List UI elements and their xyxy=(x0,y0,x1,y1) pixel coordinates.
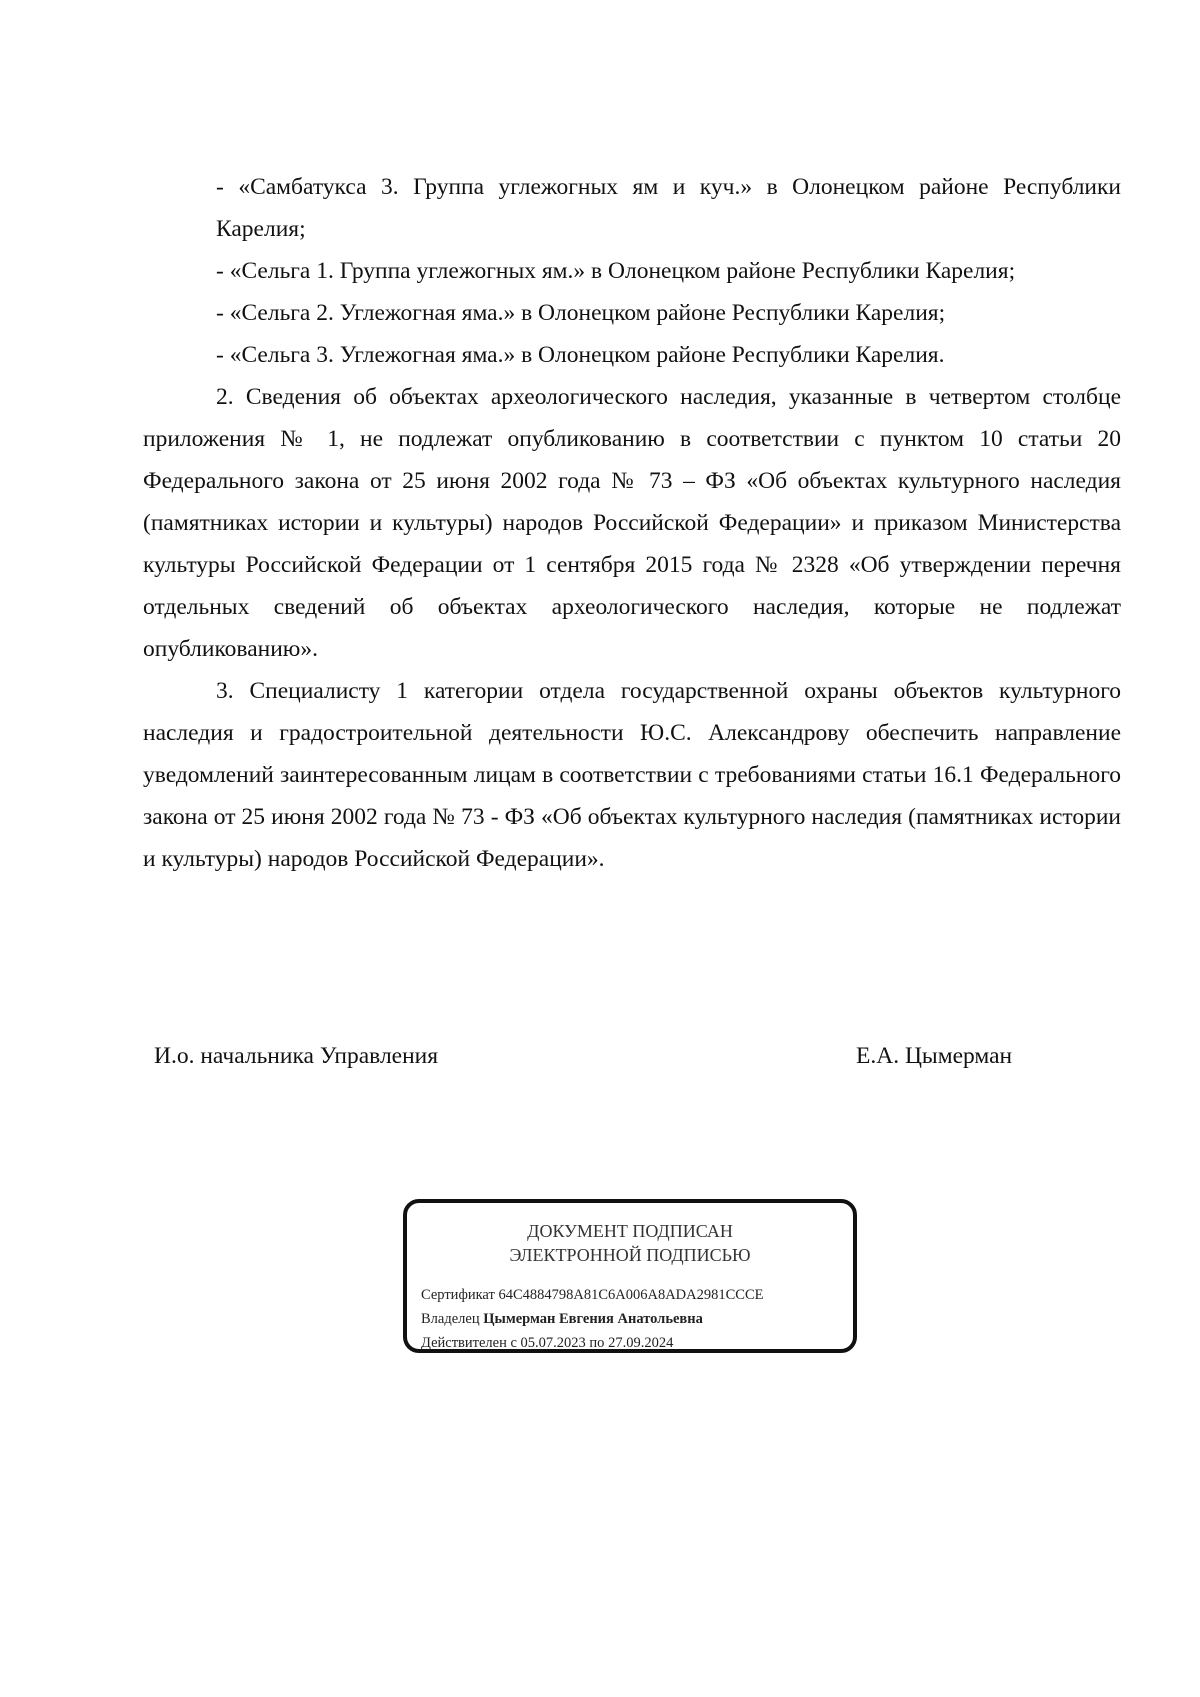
stamp-heading-line-2: ЭЛЕКТРОННОЙ ПОДПИСЬЮ xyxy=(509,1245,751,1265)
certificate-value: 64C4884798A81C6A006A8ADA2981CCCE xyxy=(498,1287,764,1303)
list-item-sambatuksa-3: - «Самбатукса 3. Группа углежогных ям и куч.» в Олонецком районе Республики Карелия; xyxy=(216,174,1121,242)
electronic-signature-stamp xyxy=(403,1199,857,1353)
certificate-label: Сертификат xyxy=(421,1287,495,1303)
document-body xyxy=(143,166,1121,880)
signatory-title: И.о. начальника Управления xyxy=(154,1043,439,1069)
valid-from-label: с xyxy=(510,1335,517,1351)
valid-to-date: 27.09.2024 xyxy=(608,1335,674,1351)
list-item-selga-2: - «Сельга 2. Углежогная яма.» в Олонецком районе Республики Карелия; xyxy=(216,300,946,326)
paragraph-2: 2. Сведения об объектах археологического наследия, указанные в четвертом столбце приложения № 1, не подлежат опубликованию в соответствии с пунктом 10 статьи 20 Федерального закона от 25 июня 2002 года № 73 – ФЗ «Об объектах культурного наследия (памятниках истории и культуры) народов Российской Федерации» и приказом Министерства культуры Российской Федерации от 1 сентября 2015 года № 2328 «Об утверждении перечня отдельных сведений об объектах археологического наследия, которые не подлежат опубликованию». xyxy=(143,384,1121,662)
list-item-selga-3: - «Сельга 3. Углежогная яма.» в Олонецком районе Республики Карелия. xyxy=(216,342,945,368)
stamp-certificate-line xyxy=(421,1283,764,1307)
stamp-validity-line xyxy=(421,1331,764,1355)
signatory-name: Е.А. Цымерман xyxy=(856,1043,1013,1069)
valid-from-date: 05.07.2023 xyxy=(520,1335,586,1351)
list-item-selga-1: - «Сельга 1. Группа углежогных ям.» в Олонецком районе Республики Карелия; xyxy=(216,258,1016,284)
valid-to-label: по xyxy=(589,1335,605,1351)
owner-label: Владелец xyxy=(421,1311,480,1327)
paragraph-3: 3. Специалисту 1 категории отдела государственной охраны объектов культурного наследия и градостроительной деятельности Ю.С. Александрову обеспечить направление уведомлений заинтересованным лицам в соответствии с требованиями статьи 16.1 Федерального закона от 25 июня 2002 года № 73 - ФЗ «Об объектах культурного наследия (памятниках истории и культуры) народов Российской Федерации». xyxy=(143,678,1121,872)
stamp-heading xyxy=(407,1219,853,1267)
owner-value: Цымерман Евгения Анатольевна xyxy=(483,1311,703,1327)
stamp-owner-line xyxy=(421,1307,764,1331)
stamp-heading-line-1: ДОКУМЕНТ ПОДПИСАН xyxy=(527,1221,733,1241)
stamp-details xyxy=(421,1283,764,1355)
valid-label: Действителен xyxy=(421,1335,507,1351)
